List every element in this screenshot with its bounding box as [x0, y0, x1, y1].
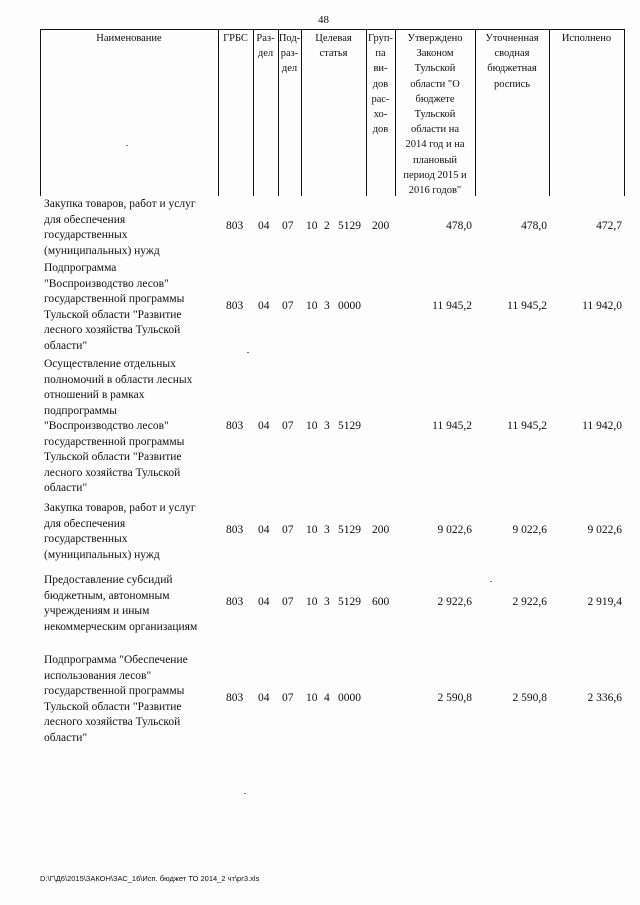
cell-executed: 2 919,4 — [587, 596, 622, 608]
cell-razdel: 04 — [258, 692, 270, 704]
scan-speck — [490, 581, 492, 582]
cell-razdel: 04 — [258, 420, 270, 432]
col-border — [624, 29, 625, 196]
col-border — [40, 29, 41, 196]
cell-razdel: 04 — [258, 220, 270, 232]
cell-grbs: 803 — [226, 692, 244, 704]
header-expense-group: Груп- па ви- дов рас- хо- дов — [368, 33, 393, 136]
cell-target-program: 10 — [306, 692, 318, 704]
cell-approved: 2 590,8 — [437, 692, 472, 704]
row-name: Закупка товаров, работ и услуг для обеспечения государственных (муниципальных) нужд — [44, 502, 196, 561]
cell-target-code: 5129 — [338, 220, 361, 232]
cell-target-subprogram: 4 — [324, 692, 330, 704]
cell-approved: 11 945,2 — [432, 300, 472, 312]
row-name: Подпрограмма "Обеспечение использования лесов" государственной программы Тульской области "Развитие лесного хозяйства Тульской области" — [44, 654, 188, 744]
scan-speck — [244, 793, 246, 794]
cell-refined: 11 945,2 — [507, 420, 547, 432]
cell-target-program: 10 — [306, 220, 318, 232]
cell-podrazdel: 07 — [282, 692, 294, 704]
cell-target-program: 10 — [306, 420, 318, 432]
cell-grbs: 803 — [226, 524, 244, 536]
cell-refined: 11 945,2 — [507, 300, 547, 312]
header-razdel: Раз- дел — [256, 33, 275, 60]
col-border — [218, 29, 219, 196]
cell-podrazdel: 07 — [282, 596, 294, 608]
cell-razdel: 04 — [258, 524, 270, 536]
cell-executed: 2 336,6 — [587, 692, 622, 704]
cell-target-code: 5129 — [338, 596, 361, 608]
cell-target-subprogram: 3 — [324, 524, 330, 536]
cell-podrazdel: 07 — [282, 524, 294, 536]
cell-podrazdel: 07 — [282, 300, 294, 312]
cell-target-code: 5129 — [338, 524, 361, 536]
cell-approved: 2 922,6 — [437, 596, 472, 608]
cell-target-program: 10 — [306, 596, 318, 608]
cell-executed: 11 942,0 — [582, 420, 622, 432]
header-name: Наименование — [96, 33, 162, 44]
row-name: Подпрограмма "Воспроизводство лесов" государственной программы Тульской области "Развитие лесного хозяйства Тульской области" — [44, 262, 185, 352]
cell-approved: 9 022,6 — [437, 524, 472, 536]
cell-grbs: 803 — [226, 220, 244, 232]
cell-grbs: 803 — [226, 596, 244, 608]
col-border — [549, 29, 550, 196]
cell-executed: 472,7 — [596, 220, 622, 232]
cell-grbs: 803 — [226, 420, 244, 432]
row-name: Закупка товаров, работ и услуг для обеспечения государственных (муниципальных) нужд — [44, 198, 196, 257]
cell-expense-group: 200 — [372, 220, 390, 232]
cell-refined: 478,0 — [521, 220, 547, 232]
cell-razdel: 04 — [258, 300, 270, 312]
cell-target-subprogram: 2 — [324, 220, 330, 232]
cell-podrazdel: 07 — [282, 420, 294, 432]
scan-speck — [247, 352, 249, 353]
cell-target-subprogram: 3 — [324, 300, 330, 312]
file-path-footer: D:\Г\Д6\2015\ЗАКОН\ЗАС_16\Исп. бюджет ТО 2014_2 чт\рг3.xls — [40, 874, 260, 883]
scan-speck — [126, 145, 128, 146]
cell-target-code: 0000 — [338, 692, 361, 704]
cell-target-code: 5129 — [338, 420, 361, 432]
cell-target-program: 10 — [306, 300, 318, 312]
cell-target-program: 10 — [306, 524, 318, 536]
header-top-border — [40, 29, 625, 30]
page-number: 48 — [318, 14, 329, 26]
header-executed: Исполнено — [561, 33, 612, 44]
cell-refined: 2 922,6 — [512, 596, 547, 608]
cell-approved: 11 945,2 — [432, 420, 472, 432]
cell-target-subprogram: 3 — [324, 420, 330, 432]
table-header — [40, 29, 625, 196]
cell-expense-group: 200 — [372, 524, 390, 536]
header-grbs: ГРБС — [223, 33, 248, 44]
cell-grbs: 803 — [226, 300, 244, 312]
cell-refined: 2 590,8 — [512, 692, 547, 704]
cell-refined: 9 022,6 — [512, 524, 547, 536]
header-podrazdel: Под- раз- дел — [278, 33, 301, 75]
cell-podrazdel: 07 — [282, 220, 294, 232]
row-name: Предоставление субсидий бюджетным, автономным учреждениям и иным некоммерческим организациям — [44, 574, 198, 633]
cell-target-code: 0000 — [338, 300, 361, 312]
row-name: Осуществление отдельных полномочий в области лесных отношений в рамках подпрограммы "Воспроизводство лесов" государственной программы Тульской области "Развитие лесного хозяйства Тульской области" — [44, 358, 193, 494]
cell-approved: 478,0 — [446, 220, 472, 232]
cell-executed: 11 942,0 — [582, 300, 622, 312]
header-approved: Утверждено Законом Тульской области "О бюджете Тульской области на 2014 год и на плановый период 2015 и 2016 годов" — [403, 33, 467, 197]
cell-target-subprogram: 3 — [324, 596, 330, 608]
header-refined: Уточненная сводная бюджетная роспись — [485, 33, 539, 90]
cell-expense-group: 600 — [372, 596, 390, 608]
cell-razdel: 04 — [258, 596, 270, 608]
cell-executed: 9 022,6 — [587, 524, 622, 536]
header-target-article: Целевая статья — [315, 33, 352, 60]
